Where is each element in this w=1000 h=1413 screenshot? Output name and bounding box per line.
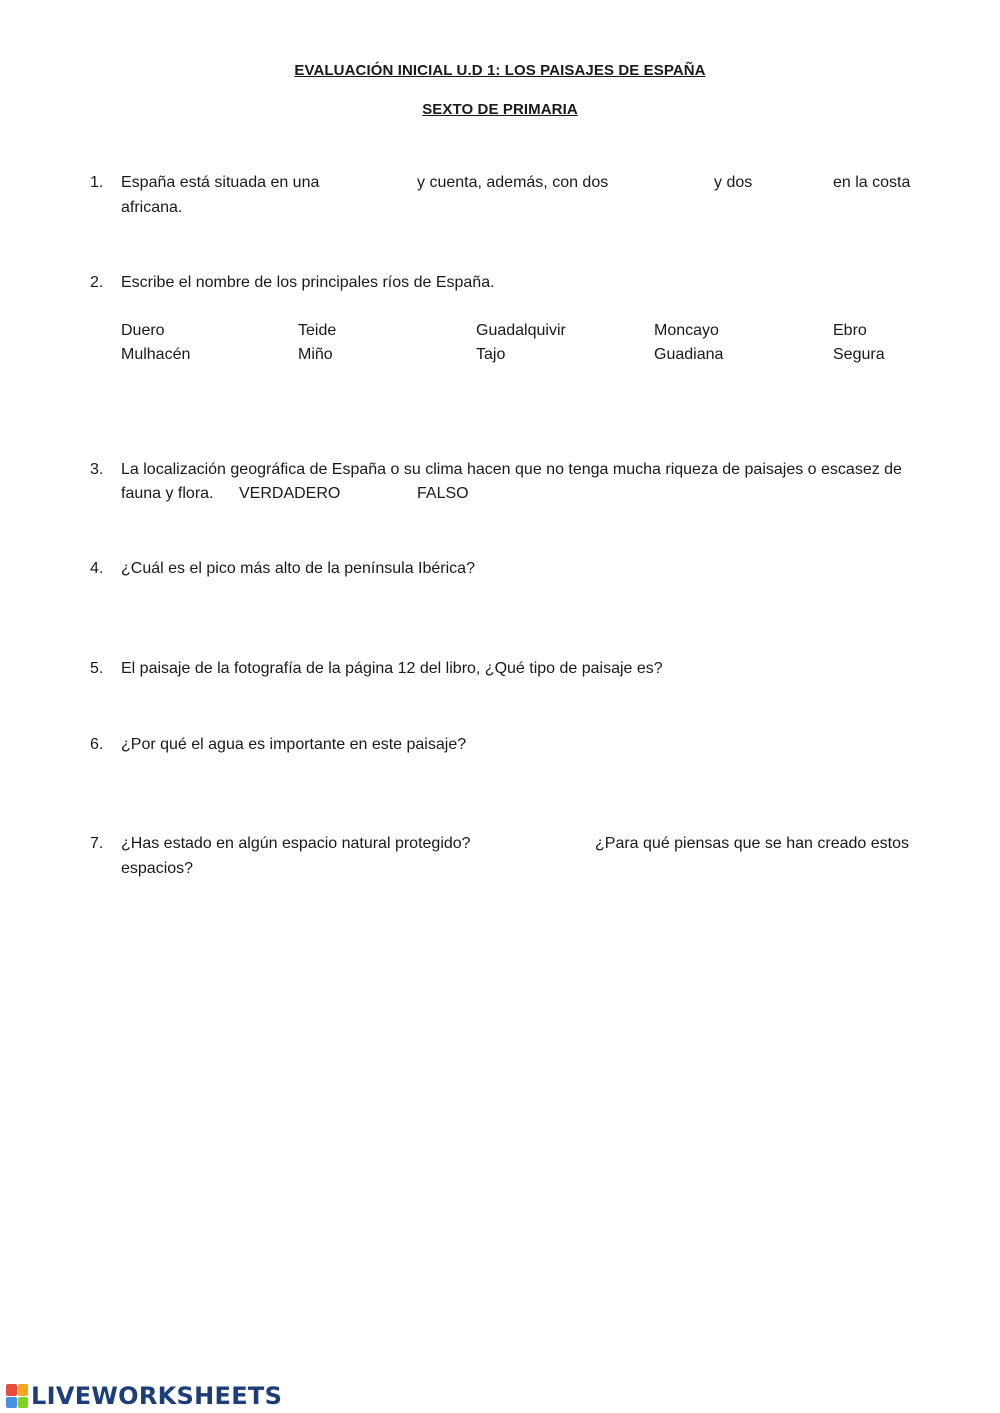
- question-number: 1.: [90, 174, 104, 191]
- question-text: La localización geográfica de España o su clima hacen que no tenga mucha riqueza de paisajes o escasez de: [121, 461, 902, 478]
- question-text: ¿Para qué piensas que se han creado estos: [595, 835, 909, 852]
- brand-name: LIVEWORKSHEETS: [31, 1382, 283, 1410]
- question-number: 3.: [90, 461, 104, 478]
- option-word[interactable]: Moncayo: [654, 322, 719, 339]
- question-text: en la costa: [833, 174, 911, 191]
- option-word[interactable]: Mulhacén: [121, 346, 191, 363]
- question-text: ¿Has estado en algún espacio natural protegido?: [121, 835, 471, 852]
- option-word[interactable]: Teide: [298, 322, 337, 339]
- question-number: 2.: [90, 274, 104, 291]
- option-word[interactable]: Tajo: [476, 346, 506, 363]
- question-text: ¿Cuál es el pico más alto de la península Ibérica?: [121, 560, 475, 577]
- option-word[interactable]: Ebro: [833, 322, 867, 339]
- false-option[interactable]: FALSO: [417, 485, 469, 502]
- question-number: 5.: [90, 660, 104, 677]
- question-number: 4.: [90, 560, 104, 577]
- page-title: EVALUACIÓN INICIAL U.D 1: LOS PAISAJES DE ESPAÑA: [294, 62, 706, 79]
- option-word[interactable]: Duero: [121, 322, 165, 339]
- question-text: y cuenta, además, con dos: [417, 174, 609, 191]
- option-word[interactable]: Miño: [298, 346, 333, 363]
- option-word[interactable]: Guadalquivir: [476, 322, 566, 339]
- question-text: africana.: [121, 199, 183, 216]
- question-text: España está situada en una: [121, 174, 320, 191]
- question-number: 6.: [90, 736, 104, 753]
- question-text: espacios?: [121, 860, 194, 877]
- question-text: fauna y flora.: [121, 485, 214, 502]
- true-option[interactable]: VERDADERO: [239, 485, 341, 502]
- logo-blocks-icon: [6, 1384, 28, 1408]
- question-text: y dos: [714, 174, 753, 191]
- question-text: ¿Por qué el agua es importante en este paisaje?: [121, 736, 467, 753]
- liveworksheets-logo: [6, 1381, 282, 1411]
- question-number: 7.: [90, 835, 104, 852]
- page-subtitle: SEXTO DE PRIMARIA: [422, 101, 578, 118]
- option-word[interactable]: Guadiana: [654, 346, 724, 363]
- question-text: El paisaje de la fotografía de la página 12 del libro, ¿Qué tipo de paisaje es?: [121, 660, 663, 677]
- option-word[interactable]: Segura: [833, 346, 885, 363]
- question-text: Escribe el nombre de los principales ríos de España.: [121, 274, 495, 291]
